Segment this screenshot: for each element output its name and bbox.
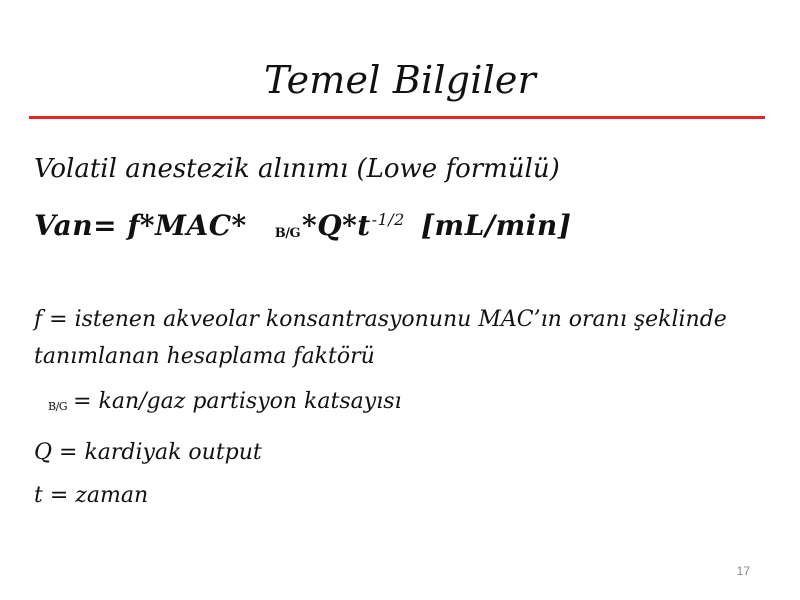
formula-heading: Volatil anestezik alınımı (Lowe formülü) bbox=[34, 154, 560, 184]
definition-f-line-1: f = istenen akveolar konsantrasyonunu MAC’ın oranı şeklinde bbox=[34, 307, 727, 332]
formula-part-2: *Q*t bbox=[302, 209, 371, 242]
definition-f-line-2: tanımlanan hesaplama faktörü bbox=[34, 344, 375, 369]
blood-gas-symbol-small: B/G bbox=[48, 400, 68, 413]
definition-blood-gas-text: = kan/gaz partisyon katsayısı bbox=[73, 389, 402, 414]
definition-t: t = zaman bbox=[34, 483, 149, 508]
formula-exponent: -1/2 bbox=[371, 210, 405, 229]
formula-unit: [mL/min] bbox=[420, 209, 572, 242]
formula-part-1: Van= f*MAC* bbox=[34, 209, 247, 242]
definition-q: Q = kardiyak output bbox=[34, 440, 262, 465]
slide-title: Temel Bilgiler bbox=[264, 58, 536, 102]
title-divider bbox=[29, 116, 765, 119]
blood-gas-symbol: B/G bbox=[274, 226, 301, 241]
page-number: 17 bbox=[736, 564, 750, 578]
definition-blood-gas bbox=[48, 387, 402, 422]
lowe-formula bbox=[34, 200, 571, 254]
